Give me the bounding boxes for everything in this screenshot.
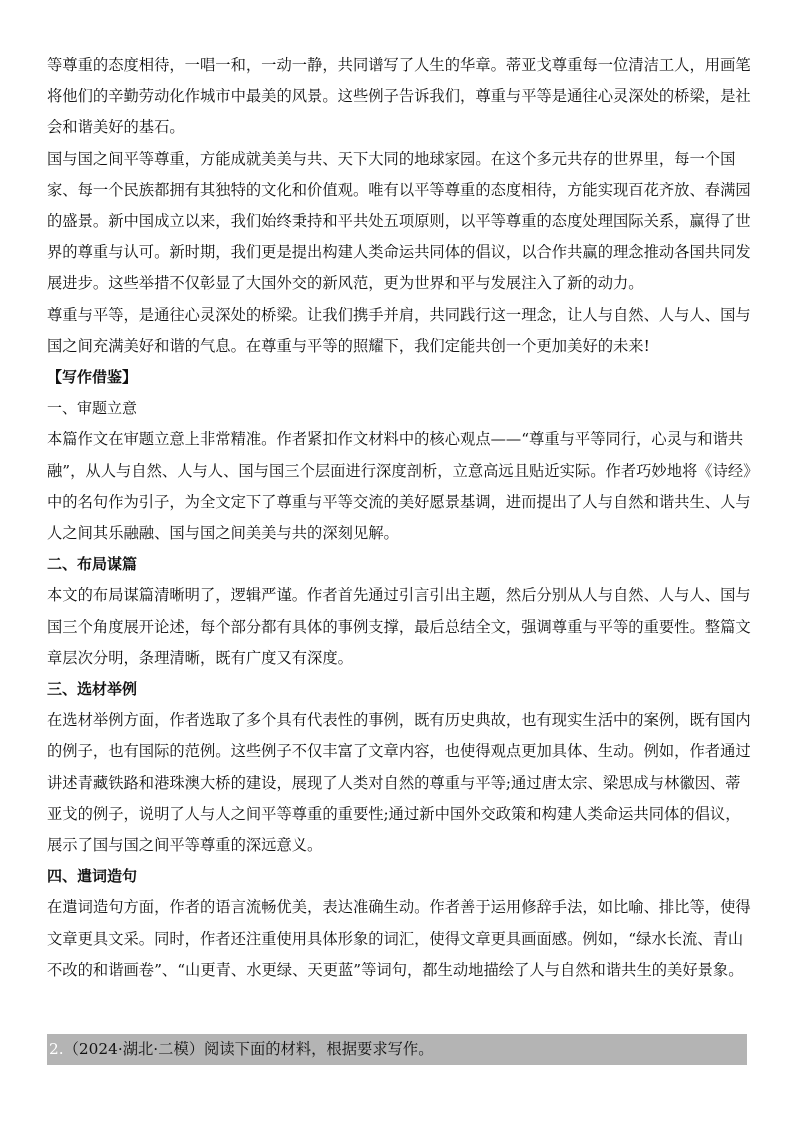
article-body: [47, 50, 753, 986]
writing-reference-title: 【写作借鉴】: [47, 368, 138, 387]
paragraph-1: 等尊重的态度相待，一唱一和，一动一静，共同谱写了人生的华章。蒂亚戈尊重每一位清洁工人，用画笔将他们的辛勤劳动化作城市中最美的风景。这些例子告诉我们，尊重与平等是通往心灵深处的桥梁，是社会和谐美好的基石。: [47, 56, 751, 137]
section-heading-3: 三、选材举例: [47, 680, 138, 699]
section-text-3: 在选材举例方面，作者选取了多个具有代表性的事例，既有历史典故，也有现实生活中的案例，既有国内的例子，也有国际的范例。这些例子不仅丰富了文章内容，也使得观点更加具体、生动。例如，作者通过讲述青藏铁路和港珠澳大桥的建设，展现了人类对自然的尊重与平等;通过唐太宗、梁思成与林徽因、蒂亚戈的例子，说明了人与人之间平等尊重的重要性;通过新中国外交政策和构建人类命运共同体的倡议，展示了国与国之间平等尊重的深远意义。: [47, 711, 751, 855]
paragraph-2: 国与国之间平等尊重，方能成就美美与共、天下大同的地球家园。在这个多元共存的世界里，每一个国家、每一个民族都拥有其独特的文化和价值观。唯有以平等尊重的态度相待，方能实现百花齐放、春满园的盛景。新中国成立以来，我们始终秉持和平共处五项原则，以平等尊重的态度处理国际关系，赢得了世界的尊重与认可。新时期，我们更是提出构建人类命运共同体的倡议，以合作共赢的理念推动各国共同发展进步。这些举措不仅彰显了大国外交的新风范，更为世界和平与发展注入了新的动力。: [47, 149, 751, 293]
section-heading-4: 四、遣词造句: [47, 867, 138, 886]
question-number: 2.: [49, 1040, 64, 1058]
question-source: （2024·湖北·二模）: [63, 1040, 205, 1058]
section-heading-1: 一、审题立意: [47, 399, 138, 418]
section-text-2: 本文的布局谋篇清晰明了，逻辑严谨。作者首先通过引言引出主题，然后分别从人与自然、人与人、国与国三个角度展开论述，每个部分都有具体的事例支撑，最后总结全文，强调尊重与平等的重要性。整篇文章层次分明，条理清晰，既有广度又有深度。: [47, 586, 751, 667]
section-text-1: 本篇作文在审题立意上非常精准。作者紧扣作文材料中的核心观点——“尊重与平等同行，心灵与和谐共融”，从人与自然、人与人、国与国三个层面进行深度剖析，立意高远且贴近实际。作者巧妙地将《诗经》中的名句作为引子，为全文定下了尊重与平等交流的美好愿景基调，进而提出了人与自然和谐共生、人与人之间其乐融融、国与国之间美美与共的深刻见解。: [47, 430, 751, 543]
question-prompt: 阅读下面的材料，根据要求写作。: [204, 1040, 434, 1058]
section-heading-2: 二、布局谋篇: [47, 555, 138, 574]
paragraph-3: 尊重与平等，是通往心灵深处的桥梁。让我们携手并肩，共同践行这一理念，让人与自然、人与人、国与国之间充满美好和谐的气息。在尊重与平等的照耀下，我们定能共创一个更加美好的未来!: [47, 305, 751, 355]
question-banner: [47, 1034, 747, 1065]
section-text-4: 在遣词造句方面，作者的语言流畅优美，表达准确生动。作者善于运用修辞手法，如比喻、排比等，使得文章更具文采。同时，作者还注重使用具体形象的词汇，使得文章更具画面感。例如，“绿水长流、青山不改的和谐画卷”、“山更青、水更绿、天更蓝”等词句，都生动地描绘了人与自然和谐共生的美好景象。: [47, 898, 751, 979]
